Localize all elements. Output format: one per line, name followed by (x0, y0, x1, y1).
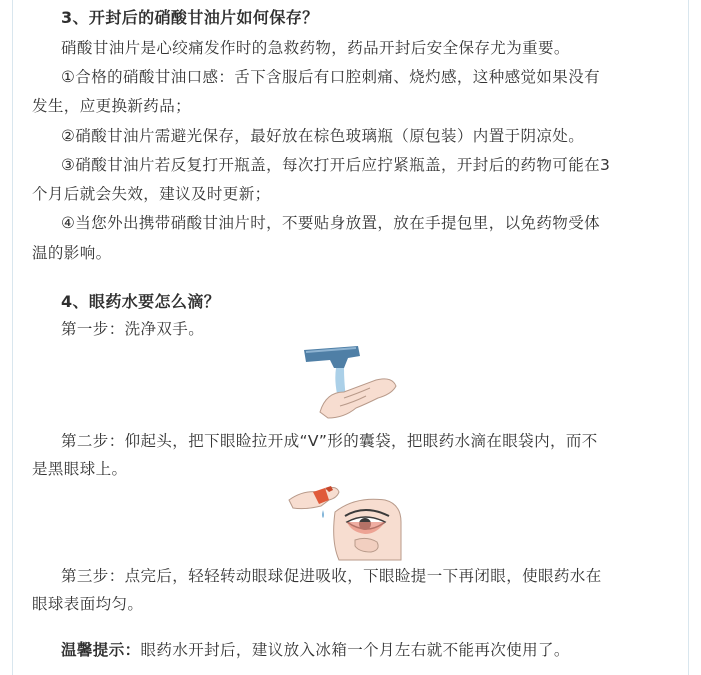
section-3-heading: 3、开封后的硝酸甘油片如何保存？ (61, 8, 319, 27)
step-2-text-line-1: 第二步：仰起头，把下眼睑拉开成“V”形的囊袋，把眼药水滴在眼袋内，而不 (61, 432, 598, 450)
warm-tip (61, 640, 570, 660)
hands-shape (320, 379, 396, 418)
warm-tip-text: 眼药水开封后，建议放入冰箱一个月左右就不能再次使用了。 (140, 641, 570, 659)
warm-tip-label: 温馨提示： (61, 641, 141, 659)
section-3-item-3-line-2: 个月后就会失效，建议及时更新； (32, 185, 271, 203)
section-3-item-4-line-2: 温的影响。 (32, 244, 112, 262)
hand-washing-icon (300, 342, 400, 422)
step-2-text-line-2: 是黑眼球上。 (32, 460, 128, 478)
section-3-item-3-line-1: ③硝酸甘油片若反复打开瓶盖，每次打开后应拧紧瓶盖，开封后的药物可能在3 (61, 156, 611, 174)
eye-drop-icon (285, 482, 403, 562)
section-3-item-1-line-1: ①合格的硝酸甘油口感：舌下含服后有口腔刺痛、烧灼感，这种感觉如果没有 (61, 68, 600, 86)
step-3-text-line-2: 眼球表面均匀。 (32, 595, 144, 613)
section-4-heading: 4、眼药水要怎么滴？ (61, 292, 221, 311)
section-3-item-2: ②硝酸甘油片需避光保存，最好放在棕色玻璃瓶（原包装）内置于阴凉处。 (61, 127, 585, 145)
section-3-item-4-line-1: ④当您外出携带硝酸甘油片时，不要贴身放置，放在手提包里，以免药物受体 (61, 214, 600, 232)
step-3-text-line-1: 第三步：点完后，轻轻转动眼球促进吸收，下眼睑提一下再闭眼，使眼药水在 (61, 567, 602, 585)
drop-shape (322, 510, 324, 518)
section-3-intro: 硝酸甘油片是心绞痛发作时的急救药物，药品开封后安全保存尤为重要。 (61, 39, 570, 57)
section-3-item-1-line-2: 发生，应更换新药品； (32, 97, 192, 115)
step-1-text: 第一步：洗净双手。 (61, 320, 205, 338)
